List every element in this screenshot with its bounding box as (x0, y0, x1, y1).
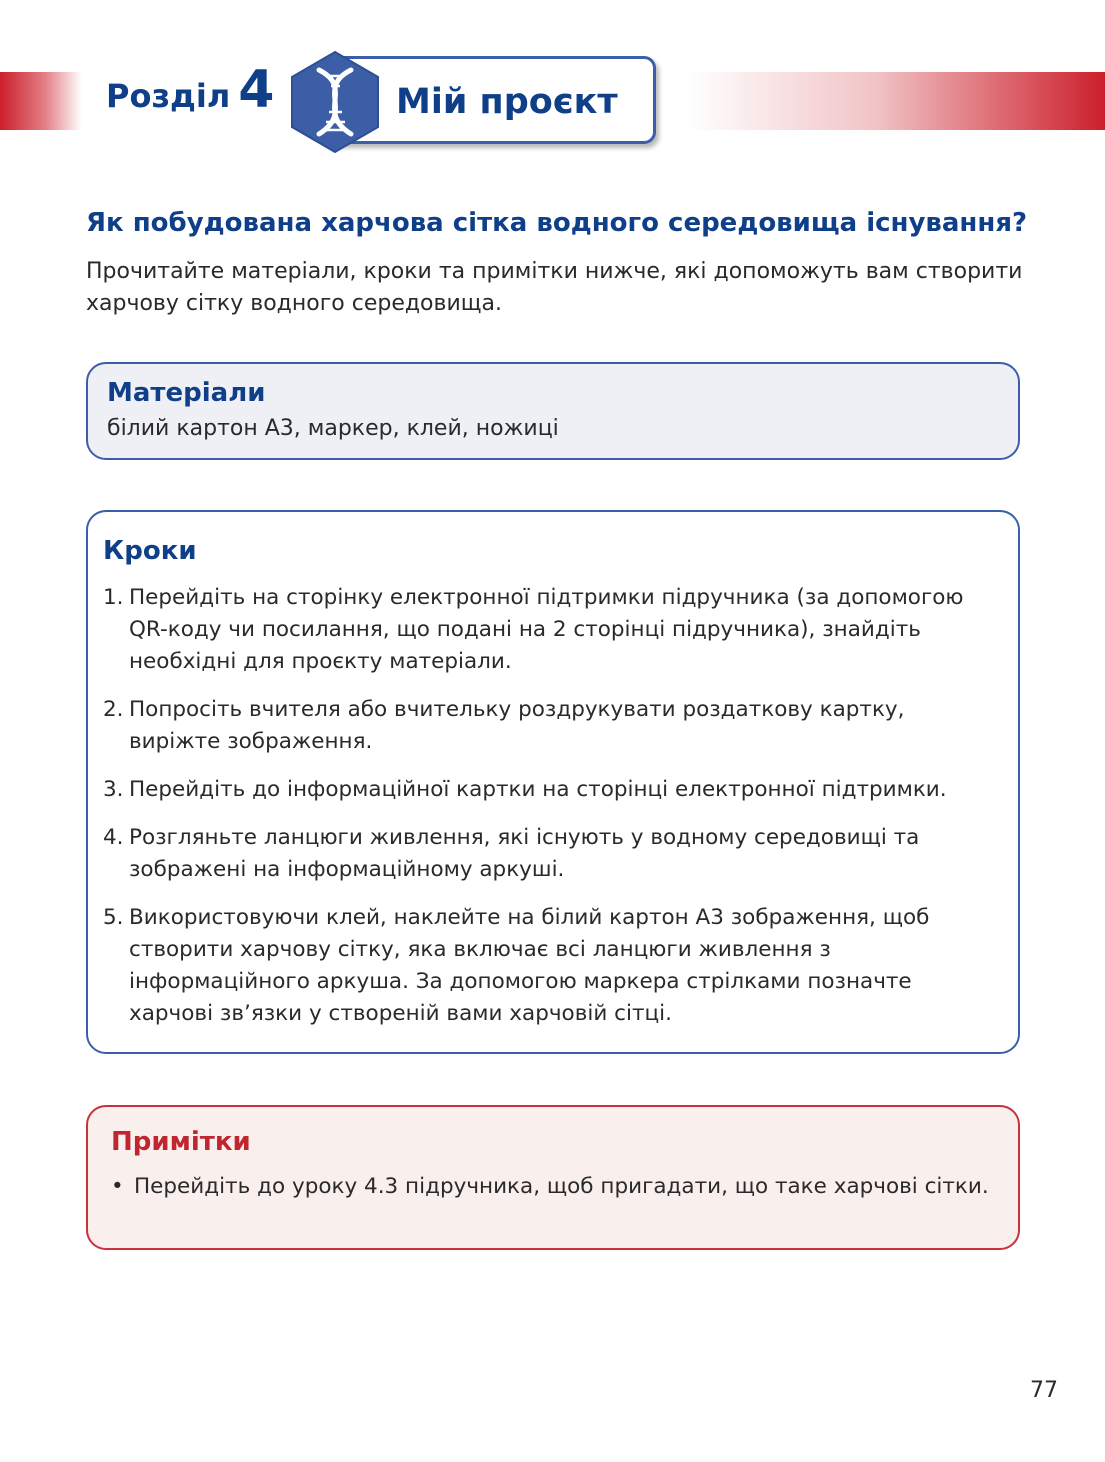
header-band-left (0, 72, 82, 130)
step-text: Розгляньте ланцюги живлення, які існують у водному середовищі та зображені на інформаційному аркуші. (129, 825, 920, 882)
step-number: 3. (103, 777, 124, 802)
step-number: 4. (103, 825, 124, 850)
step-item (103, 582, 998, 678)
chapter-number: 4 (238, 60, 275, 120)
note-item (111, 1171, 998, 1203)
intro-text: Прочитайте матеріали, кроки та примітки нижче, які допоможуть вам створити харчову сітку водного середовища. (86, 259, 1023, 316)
step-text: Перейдіть на сторінку електронної підтримки підручника (за допомогою QR-коду чи посилання, що подані на 2 сторінці підручника), знайдіть необхідні для проєкту матеріали. (129, 585, 964, 674)
materials-text: білий картон А3, маркер, клей, ножиці (107, 416, 559, 441)
notes-list (111, 1171, 998, 1203)
step-text: Використовуючи клей, наклейте на білий картон А3 зображення, щоб створити харчову сітку, яка включає всі ланцюги живлення з інформаційного аркуша. За допомогою маркера стрілками позначте харчові зв’язки у створеній вами харчовій сітці. (129, 905, 930, 1026)
header-band-right (688, 72, 1105, 130)
materials-title: Матеріали (107, 378, 266, 408)
step-number: 1. (103, 585, 124, 610)
step-text: Перейдіть до інформаційної картки на сторінці електронної підтримки. (129, 777, 947, 802)
step-item (103, 774, 998, 806)
question-heading: Як побудована харчова сітка водного середовища існування? (86, 208, 1028, 238)
step-text: Попросіть вчителя або вчительку роздрукувати роздаткову картку, виріжте зображення. (129, 697, 905, 754)
chapter-word: Розділ (106, 77, 231, 115)
dna-icon (289, 50, 381, 154)
step-item (103, 902, 998, 1030)
step-item (103, 822, 998, 886)
steps-box (86, 510, 1020, 1054)
chapter-label (106, 60, 274, 130)
step-number: 2. (103, 697, 124, 722)
page-title: Мій проєкт (396, 82, 618, 122)
step-number: 5. (103, 905, 124, 930)
step-item (103, 694, 998, 758)
materials-box (86, 362, 1020, 460)
steps-title: Кроки (103, 536, 197, 566)
bullet-icon: • (111, 1174, 124, 1199)
note-text: Перейдіть до уроку 4.3 підручника, щоб пригадати, що таке харчові сітки. (134, 1174, 989, 1199)
page-number: 77 (1030, 1378, 1058, 1403)
notes-title: Примітки (111, 1127, 251, 1157)
steps-list (103, 582, 998, 1030)
notes-box (86, 1105, 1020, 1250)
